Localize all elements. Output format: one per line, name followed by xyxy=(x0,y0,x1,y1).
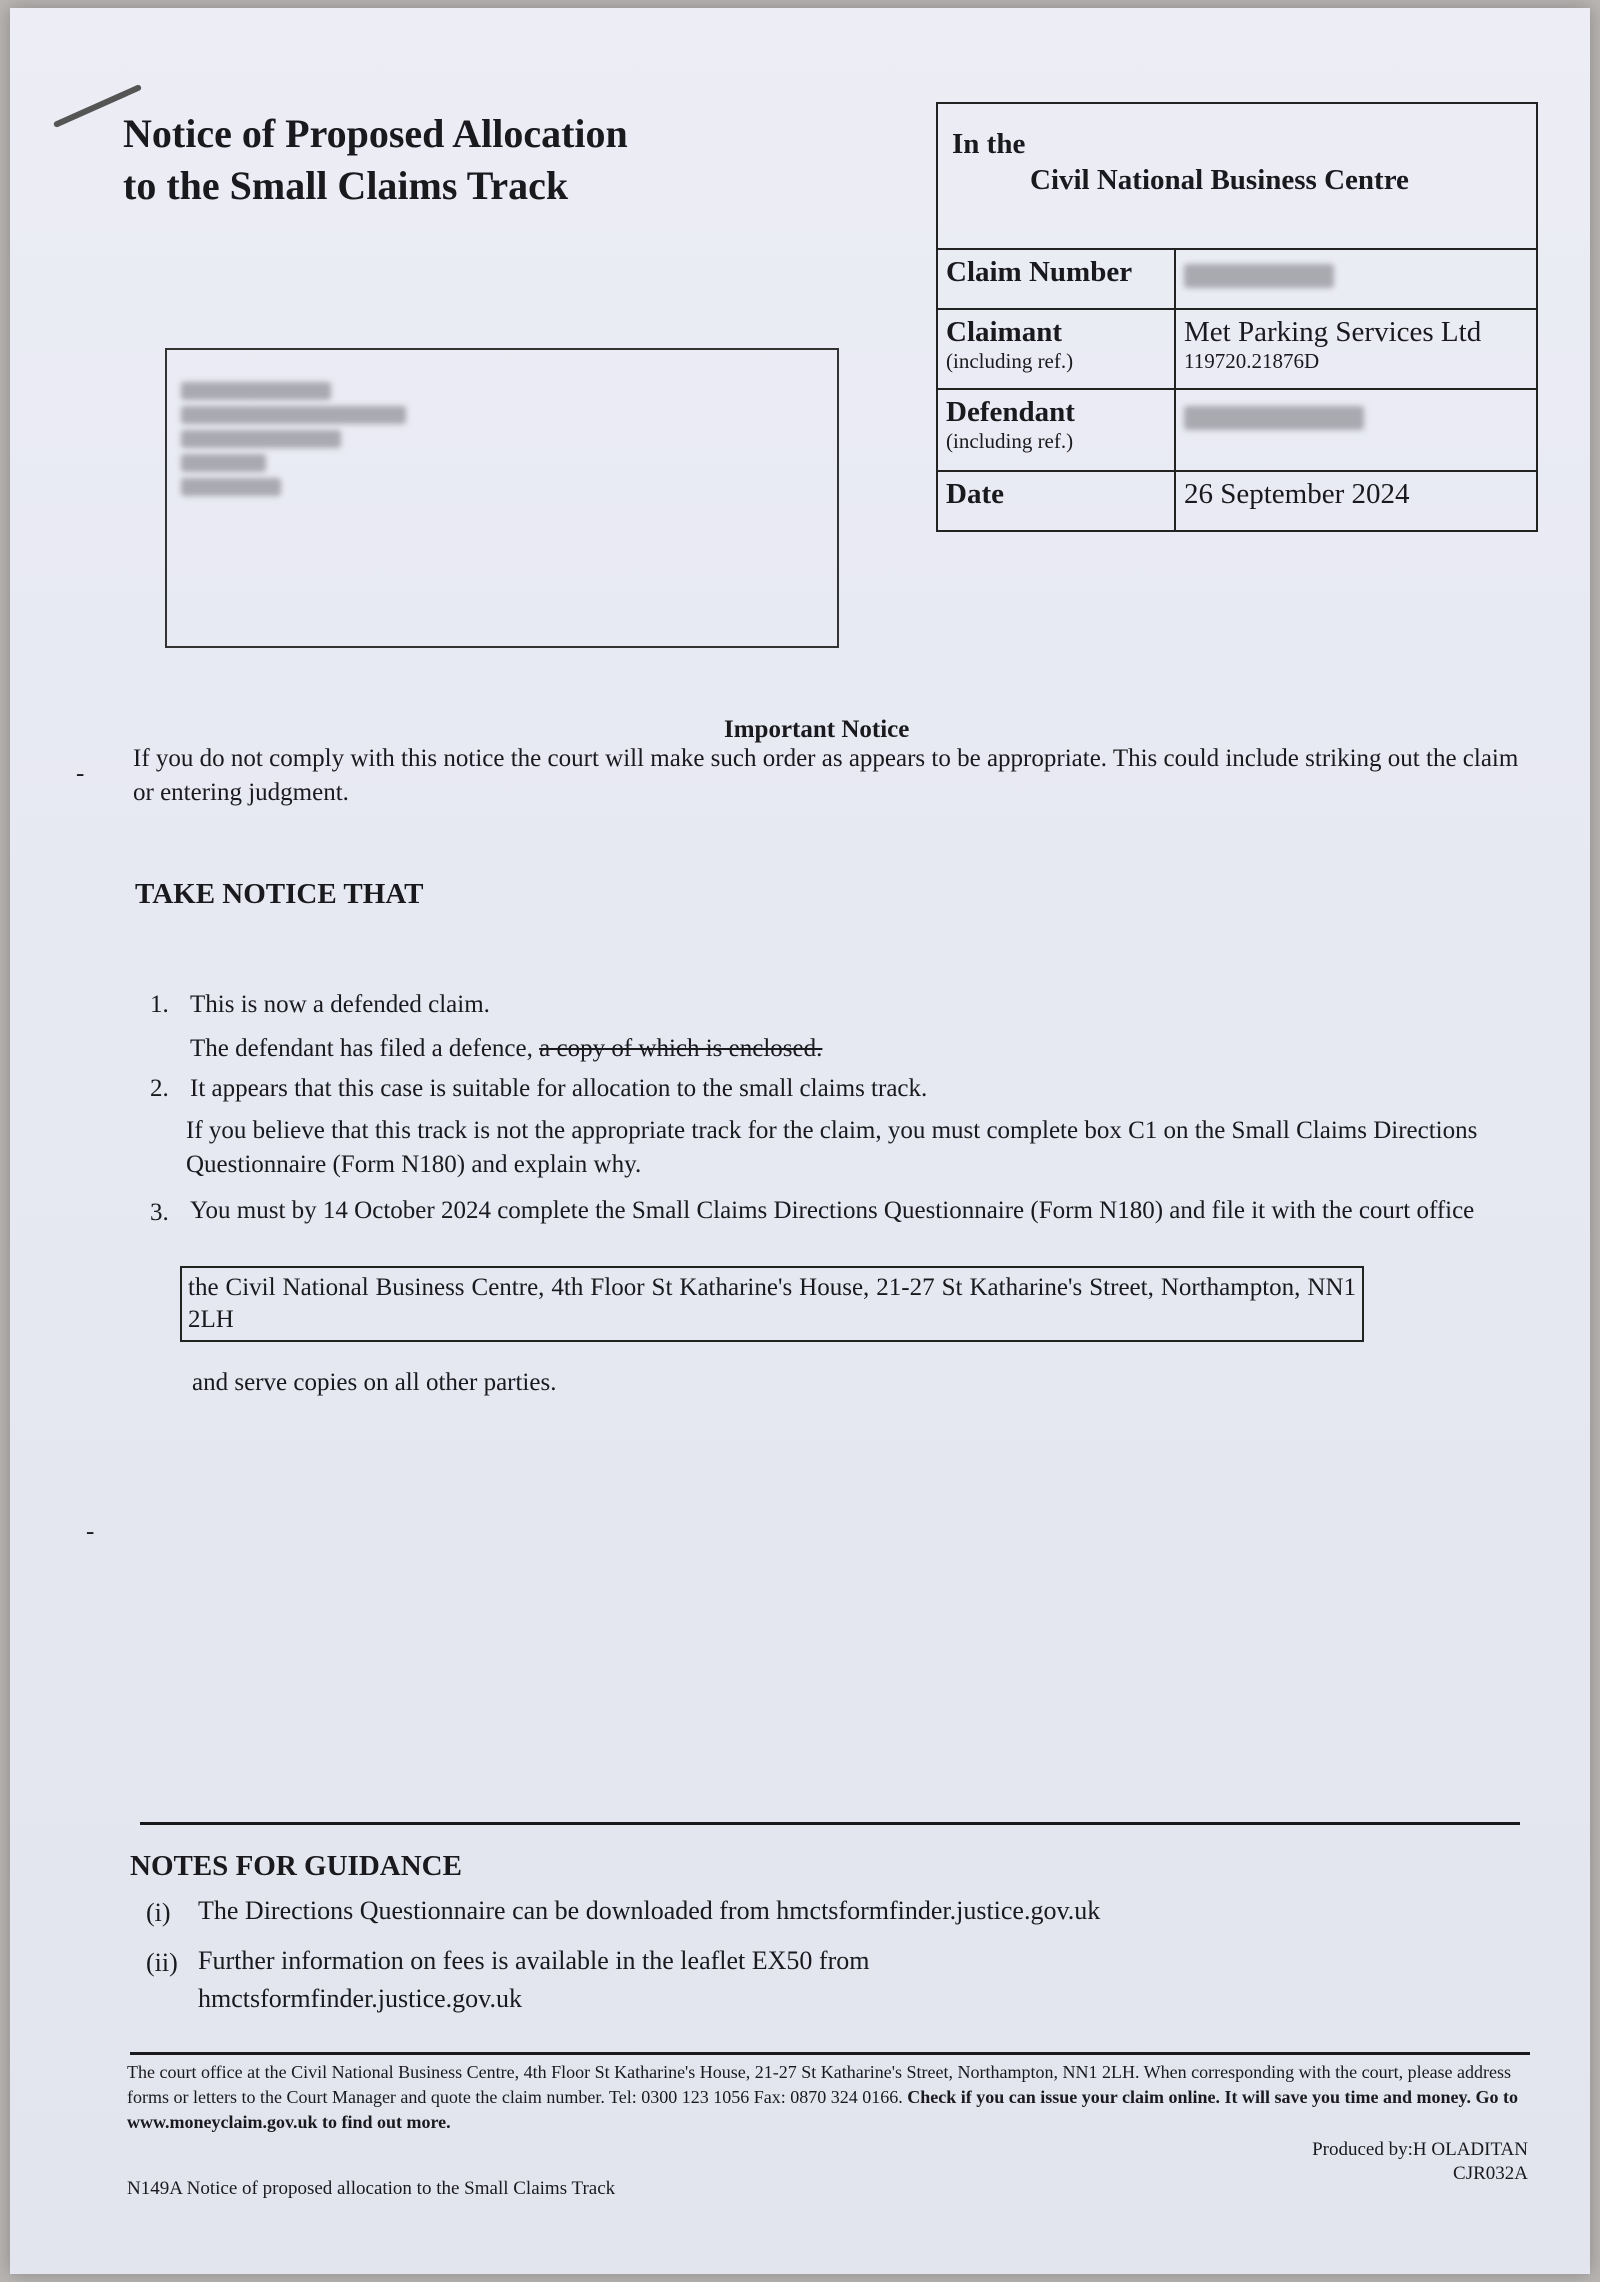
divider-line xyxy=(140,1822,1520,1825)
item-2-text: It appears that this case is suitable for allocation to the small claims track. xyxy=(190,1075,928,1102)
note-ii-text: Further information on fees is available in the leaflet EX50 from xyxy=(198,1946,870,1975)
court-in-the: In the xyxy=(952,128,1026,160)
court-name: Civil National Business Centre xyxy=(1030,164,1409,196)
redacted-address-line xyxy=(181,430,341,448)
claimant-label: Claimant xyxy=(946,316,1062,348)
struck-through-text: a copy of which is enclosed. xyxy=(539,1035,823,1062)
title-line-1: Notice of Proposed Allocation xyxy=(123,111,628,156)
address-box xyxy=(165,348,839,648)
item-3-serve-text: and serve copies on all other parties. xyxy=(192,1369,557,1396)
claimant-sub-label: (including ref.) xyxy=(946,349,1074,373)
footer-text xyxy=(127,2060,1527,2135)
date-value: 26 September 2024 xyxy=(1184,478,1410,510)
item-1-defence-line xyxy=(190,1032,822,1066)
claim-details-table xyxy=(936,102,1538,532)
margin-dash: - xyxy=(86,1518,95,1545)
document-title xyxy=(123,108,628,212)
item-3-number: 3. xyxy=(150,1199,169,1226)
item-2-instruction: If you believe that this track is not the appropriate track for the claim, you must complete box C1 on the Small Claims Directions Questionnaire (Form N180) and explain why. xyxy=(186,1117,1478,1178)
form-identifier: N149A Notice of proposed allocation to the Small Claims Track xyxy=(127,2178,616,2199)
item-2-number: 2. xyxy=(150,1075,169,1102)
item-1-number: 1. xyxy=(150,991,169,1018)
defendant-row xyxy=(938,390,1536,472)
note-ii-number: (ii) xyxy=(146,1948,178,1977)
claim-number-row xyxy=(938,250,1536,310)
note-i-text: The Directions Questionnaire can be downloaded from hmctsformfinder.justice.gov.uk xyxy=(198,1896,1101,1925)
claim-number-label: Claim Number xyxy=(946,256,1133,288)
redacted-address-line xyxy=(181,406,406,424)
defendant-sub-label: (including ref.) xyxy=(946,429,1074,453)
form-code: CJR032A xyxy=(1453,2163,1528,2184)
note-i-number: (i) xyxy=(146,1898,171,1927)
note-ii-link: hmctsformfinder.justice.gov.uk xyxy=(198,1984,522,2013)
defence-filed-text: The defendant has filed a defence, xyxy=(190,1035,540,1062)
redacted-address-line xyxy=(181,454,266,472)
redacted-defendant xyxy=(1184,406,1364,430)
produced-by-block xyxy=(1278,2138,1528,2186)
claimant-row xyxy=(938,310,1536,390)
date-label: Date xyxy=(946,478,1004,510)
date-row xyxy=(938,472,1536,530)
produced-by: Produced by:H OLADITAN xyxy=(1312,2139,1528,2160)
footer-divider xyxy=(130,2052,1530,2055)
important-notice-title: Important Notice xyxy=(724,716,910,743)
court-header xyxy=(938,104,1536,250)
redacted-address-line xyxy=(181,382,331,400)
document-page xyxy=(10,8,1590,2274)
redacted-claim-number xyxy=(1184,264,1334,288)
notes-title: NOTES FOR GUIDANCE xyxy=(130,1850,462,1882)
defendant-label: Defendant xyxy=(946,396,1075,428)
take-notice-heading: TAKE NOTICE THAT xyxy=(135,878,424,910)
item-3-text: You must by 14 October 2024 complete the Small Claims Directions Questionnaire (Form N180) and file it with the court office xyxy=(190,1197,1475,1224)
important-notice-text: If you do not comply with this notice the court will make such order as appears to be appropriate. This could include striking out the claim or entering judgment. xyxy=(133,745,1519,806)
claimant-value: Met Parking Services Ltd xyxy=(1184,316,1482,348)
margin-dash: - xyxy=(76,760,85,787)
title-line-2: to the Small Claims Track xyxy=(123,163,569,208)
court-office-address-box: the Civil National Business Centre, 4th Floor St Katharine's House, 21-27 St Katharine's Street, Northampton, NN1 2LH xyxy=(180,1266,1364,1342)
claimant-reference: 119720.21876D xyxy=(1184,349,1320,373)
footer-contact-text: The court office at the Civil National Business Centre, 4th Floor St Katharine's House, 21-27 St Katharine's Street, Northampton, NN1 2LH. When corresponding with the court, please address forms or letters to the Court Manager and quote the claim number. Tel: 0300 123 1056 Fax: 0870 324 0166. xyxy=(127,2062,1512,2107)
footer-online-text: Check if you can issue your claim online. It will save you time and money. Go to www.moneyclaim.gov.uk to find out more. xyxy=(127,2087,1518,2132)
item-1-text: This is now a defended claim. xyxy=(190,991,490,1018)
redacted-address-line xyxy=(181,478,281,496)
